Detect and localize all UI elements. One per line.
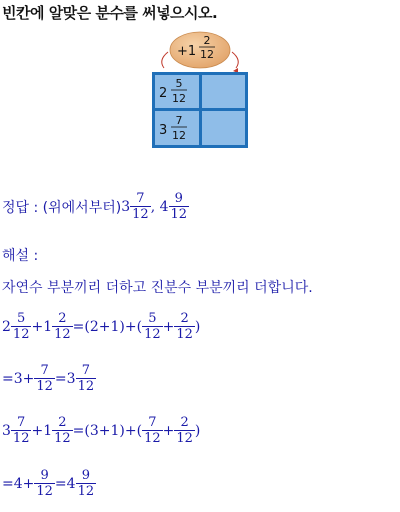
eq1-mid: =(2+1)+( xyxy=(72,318,143,335)
eq1-frac3-den: 12 xyxy=(144,327,161,342)
eq3-frac3-den: 12 xyxy=(144,431,161,446)
answer2-den: 12 xyxy=(170,207,188,222)
equation-4 xyxy=(2,469,96,498)
oval-den: 12 xyxy=(200,48,214,61)
eq2-frac1 xyxy=(34,364,55,393)
eq2-frac2-num: 7 xyxy=(81,363,90,378)
answer2-whole: 4 xyxy=(159,198,169,215)
answer1-fraction xyxy=(130,192,151,221)
cell1-whole: 2 xyxy=(159,86,168,101)
cell2-den: 12 xyxy=(172,129,186,142)
eq1-frac2-num: 2 xyxy=(58,311,67,326)
left-arrow-curve xyxy=(162,52,168,68)
eq3-plus1: +1 xyxy=(31,422,53,439)
eq3-frac3 xyxy=(142,416,163,445)
eq1-whole1: 2 xyxy=(2,318,11,335)
equation-1 xyxy=(2,312,200,341)
eq4-frac1-den: 12 xyxy=(36,484,53,499)
eq4-frac2-den: 12 xyxy=(77,484,95,499)
eq3-frac3-num: 7 xyxy=(148,415,157,430)
answer2-num: 9 xyxy=(174,191,183,206)
eq3-frac2-den: 12 xyxy=(54,431,71,446)
right-arrow-curve xyxy=(232,52,238,68)
answer-line xyxy=(2,192,189,221)
eq3-frac1-num: 7 xyxy=(17,415,26,430)
eq2-eq: =3 xyxy=(54,370,76,387)
eq3-frac1 xyxy=(11,416,32,445)
answer-cell-2[interactable] xyxy=(202,111,245,145)
eq1-plus1: +1 xyxy=(31,318,53,335)
cell1-den: 12 xyxy=(172,92,186,105)
cell2-whole: 3 xyxy=(159,123,168,138)
answer-label: 정답 : (위에서부터) xyxy=(2,199,122,216)
eq1-frac4-num: 2 xyxy=(180,311,189,326)
answer1-den: 12 xyxy=(132,207,149,222)
eq4-frac1-num: 9 xyxy=(40,468,49,483)
eq1-frac1 xyxy=(11,312,32,341)
eq3-plus2: + xyxy=(162,422,175,439)
eq3-mid: =(3+1)+( xyxy=(72,422,143,439)
eq3-frac4 xyxy=(174,416,195,445)
eq1-frac4 xyxy=(174,312,195,341)
eq3-frac2-num: 2 xyxy=(58,415,67,430)
eq3-frac4-den: 12 xyxy=(176,431,193,446)
equation-3 xyxy=(2,416,200,445)
answer-separator: , xyxy=(150,198,160,215)
eq4-start: =4+ xyxy=(2,475,35,492)
eq2-start: =3+ xyxy=(2,370,35,387)
eq4-frac1 xyxy=(34,469,55,498)
eq1-frac2 xyxy=(52,312,73,341)
eq3-frac4-num: 2 xyxy=(180,415,189,430)
answer2-fraction xyxy=(169,192,190,221)
answer1-num: 7 xyxy=(136,191,145,206)
eq1-frac3-num: 5 xyxy=(148,311,157,326)
eq4-frac2 xyxy=(76,469,97,498)
equation-2 xyxy=(2,364,96,393)
eq4-eq: =4 xyxy=(54,475,76,492)
eq1-frac1-den: 12 xyxy=(12,327,30,342)
oval-prefix: +1 xyxy=(177,44,197,59)
eq3-close: ) xyxy=(194,422,201,439)
problem-figure xyxy=(150,30,250,150)
eq2-frac2-den: 12 xyxy=(77,379,95,394)
eq2-frac1-num: 7 xyxy=(40,363,49,378)
cell2-num: 7 xyxy=(175,114,183,127)
eq2-frac1-den: 12 xyxy=(36,379,53,394)
eq1-plus2: + xyxy=(162,318,175,335)
eq1-frac2-den: 12 xyxy=(54,327,71,342)
question-text: 빈칸에 알맞은 분수를 써넣으시오. xyxy=(2,4,218,22)
eq3-frac1-den: 12 xyxy=(12,431,30,446)
cell1-num: 5 xyxy=(175,77,183,90)
eq1-frac3 xyxy=(142,312,163,341)
eq3-frac2 xyxy=(52,416,73,445)
eq2-frac2 xyxy=(76,364,97,393)
eq3-whole1: 3 xyxy=(2,422,11,439)
figure-svg xyxy=(150,30,250,150)
answer-cell-1[interactable] xyxy=(202,75,245,108)
eq1-close: ) xyxy=(194,318,201,335)
oval-num: 2 xyxy=(203,34,211,47)
eq1-frac1-num: 5 xyxy=(17,311,26,326)
eq1-frac4-den: 12 xyxy=(176,327,193,342)
answer1-whole: 3 xyxy=(121,198,131,215)
eq4-frac2-num: 9 xyxy=(81,468,90,483)
explanation-label: 해설 : xyxy=(2,248,39,264)
explanation-text: 자연수 부분끼리 더하고 진분수 부분끼리 더합니다. xyxy=(2,280,313,296)
